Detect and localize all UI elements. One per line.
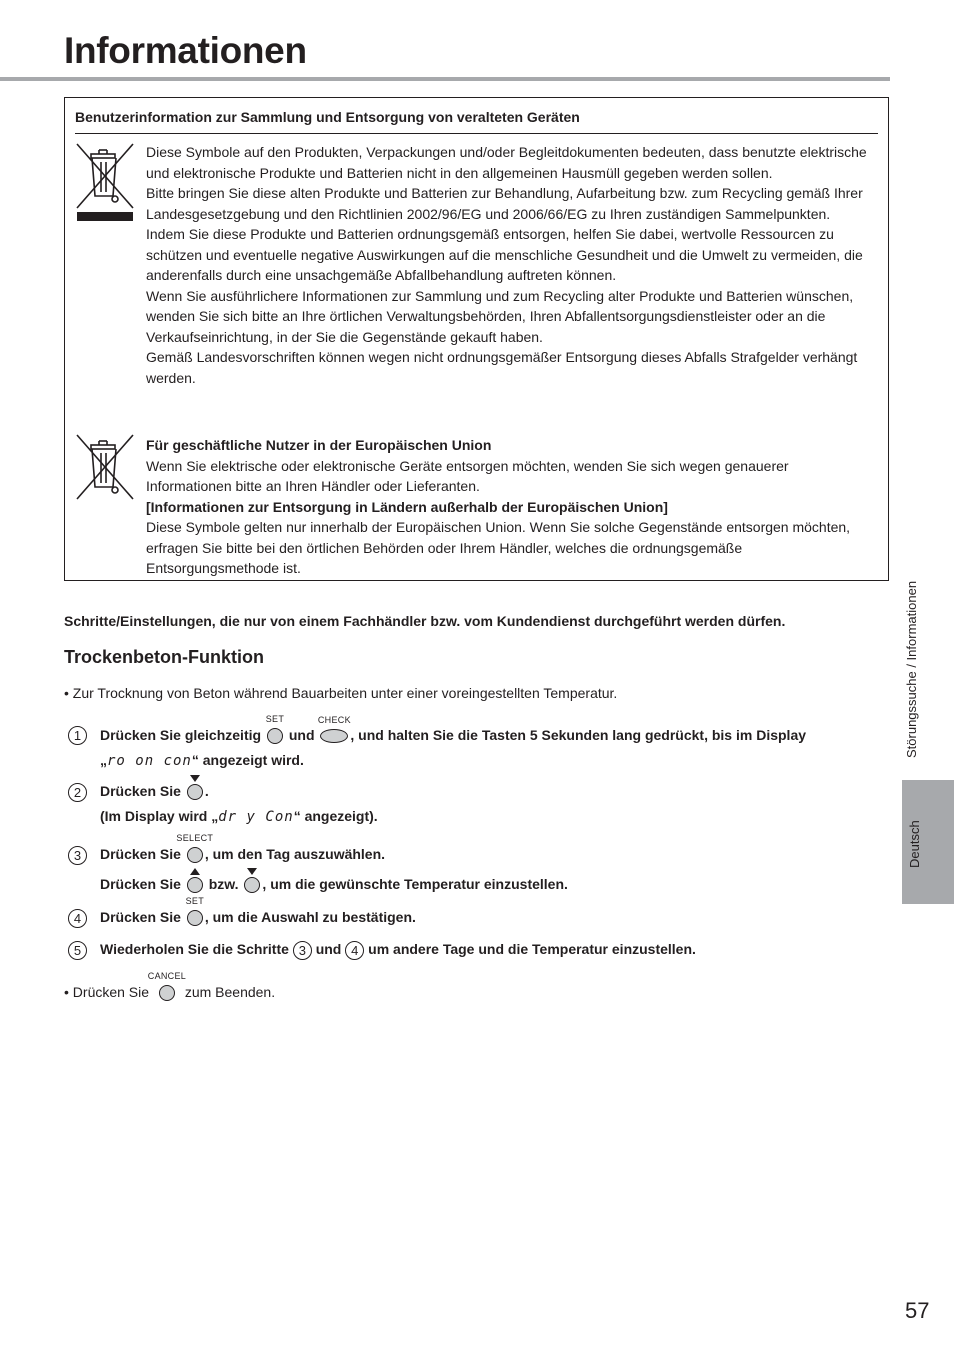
- set-button[interactable]: [265, 714, 285, 744]
- language-tab-label: Deutsch: [907, 820, 922, 868]
- down-arrow-icon: [247, 868, 257, 875]
- step-text: .: [204, 783, 209, 799]
- set-button-circle: [187, 910, 203, 926]
- step-text: Drücken Sie: [100, 846, 181, 862]
- cancel-button[interactable]: [147, 971, 187, 1001]
- box-heading: Benutzerinformation zur Sammlung und Entsorgung von veralteten Geräten: [75, 109, 580, 125]
- step-1-continued: [100, 752, 304, 769]
- step-text: , um den Tag auszuwählen.: [204, 846, 386, 862]
- crossed-bin-icon: [75, 433, 135, 501]
- down-button-circle: [187, 784, 203, 800]
- step-text: , um die gewünschte Temperatur einzustellen.: [262, 876, 568, 892]
- select-button[interactable]: [176, 833, 214, 863]
- section-title: Trockenbeton-Funktion: [64, 647, 264, 667]
- down-arrow-icon: [190, 775, 200, 782]
- down-button[interactable]: [244, 877, 260, 893]
- paragraph: Diese Symbole gelten nur innerhalb der Europäischen Union. Wenn Sie solche Gegenstände entsorgen möchten, erfragen Sie bitte bei den örtlichen Behörden oder Ihrem Händler, welches die ordnungsgemäße Entsorgungsmethode ist.: [146, 519, 851, 576]
- step-number: 3: [68, 846, 87, 865]
- check-button-oval: [320, 729, 348, 743]
- paragraph: Indem Sie diese Produkte und Batterien ordnungsgemäß entsorgen, helfen Sie dabei, wertvolle Ressourcen zu schützen und eventuelle negative Auswirkungen auf die menschliche Gesundheit und die Umwelt zu vermeiden, die anderenfalls durch eine unsachgemäße Abfallbehandlung auftreten können.: [146, 226, 863, 283]
- section-intro: • Zur Trocknung von Beton während Bauarbeiten unter einer voreingestellten Temperatur.: [64, 685, 618, 701]
- step-text: Drücken Sie: [100, 783, 181, 799]
- button-label: CHECK: [317, 715, 351, 726]
- display-readout: ro on con: [107, 753, 192, 769]
- step-text: und: [288, 727, 315, 743]
- step-1: [100, 714, 807, 744]
- step-3: [100, 833, 386, 863]
- paragraph: Diese Symbole auf den Produkten, Verpackungen und/oder Begleitdokumenten bedeuten, dass benutzte elektrische und elektronische Produkte und Batterien nicht in den allgemeinen Hausmüll gegeben werden sollen.: [146, 144, 867, 181]
- step-number: 2: [68, 783, 87, 802]
- display-readout: dr y Con: [218, 809, 294, 825]
- step-number: 5: [68, 941, 87, 960]
- paragraph: Wenn Sie elektrische oder elektronische Geräte entsorgen möchten, wenden Sie sich wegen genauerer Informationen bitte an Ihren Händler oder Lieferanten.: [146, 457, 789, 494]
- step-text: Drücken Sie: [100, 876, 181, 892]
- step-text: Drücken Sie gleichzeitig: [100, 727, 262, 743]
- button-label: SET: [185, 896, 205, 907]
- step-text: “ angezeigt wird.: [191, 752, 304, 768]
- business-heading: Für geschäftliche Nutzer in der Europäischen Union: [146, 437, 492, 453]
- step-2-continued: [100, 808, 378, 825]
- set-button[interactable]: [185, 896, 205, 926]
- step-text: Drücken Sie: [100, 909, 181, 925]
- step-text: (Im Display wird „: [100, 808, 219, 824]
- step-5: [100, 941, 696, 960]
- paragraph: Bitte bringen Sie diese alten Produkte und Batterien zur Behandlung, Aufarbeitung bzw. zum Recycling gemäß Ihrer Landesgesetzgebung und den Richtlinien 2002/96/EG und 2006/66/EG zu Ihren zuständigen Sammelpunkten.: [146, 185, 863, 222]
- crossed-bin-bar-icon: [75, 142, 135, 224]
- step-number: 4: [68, 909, 87, 928]
- outside-eu-heading: [Informationen zur Entsorgung in Ländern außerhalb der Europäischen Union]: [146, 498, 668, 515]
- page-title: Informationen: [64, 30, 307, 71]
- end-text: • Drücken Sie: [64, 984, 150, 1000]
- step-3-continued: [100, 876, 568, 893]
- button-label: CANCEL: [147, 971, 187, 982]
- paragraph: Wenn Sie ausführlichere Informationen zur Sammlung und zum Recycling alter Produkte und Batterien wünschen, wenden Sie sich bitte an Ihre örtlichen Verwaltungsbehörden, Ihren Abfallentsorgungsdienstleister oder an die Verkaufseinrichtung, in der Sie die Gegenstände gekauft haben.: [146, 287, 854, 345]
- button-label: SET: [265, 714, 285, 725]
- down-button[interactable]: [187, 784, 203, 800]
- down-button-circle: [244, 877, 260, 893]
- step-text: um andere Tage und die Temperatur einzustellen.: [368, 941, 696, 958]
- disposal-info-box: [64, 97, 889, 581]
- step-reference: 3: [293, 941, 312, 960]
- title-rule: [0, 77, 890, 81]
- step-text: Wiederholen Sie die Schritte: [100, 941, 289, 958]
- page-number: 57: [905, 1298, 930, 1323]
- dealer-note: Schritte/Einstellungen, die nur von einem Fachhändler bzw. vom Kundendienst durchgeführt werden dürfen.: [64, 613, 786, 629]
- check-button[interactable]: [317, 715, 351, 743]
- step-reference: 4: [345, 941, 364, 960]
- step-text: , um die Auswahl zu bestätigen.: [204, 909, 416, 925]
- box-divider: [75, 133, 878, 134]
- step-4: [100, 896, 416, 926]
- business-text: [146, 435, 876, 579]
- select-button-circle: [187, 847, 203, 863]
- up-button-circle: [187, 877, 203, 893]
- step-text: und: [315, 941, 342, 958]
- button-label: SELECT: [176, 833, 214, 844]
- step-number: 1: [68, 726, 87, 745]
- end-note: [64, 971, 276, 1001]
- end-text: zum Beenden.: [184, 984, 276, 1000]
- set-button-circle: [267, 728, 283, 744]
- step-text: “ angezeigt).: [293, 808, 378, 824]
- paragraph: Gemäß Landesvorschriften können wegen nicht ordnungsgemäßer Entsorgung dieses Abfalls Strafgelder verhängt werden.: [146, 349, 858, 386]
- step-text: „: [100, 752, 107, 768]
- up-arrow-icon: [190, 868, 200, 875]
- cancel-button-circle: [159, 985, 175, 1001]
- step-2: [100, 783, 209, 800]
- disposal-text: [146, 142, 876, 388]
- step-text: bzw.: [208, 876, 239, 892]
- up-button[interactable]: [187, 877, 203, 893]
- section-path: Störungssuche / Informationen: [904, 580, 919, 758]
- step-text: , und halten Sie die Tasten 5 Sekunden lang gedrückt, bis im Display: [350, 727, 807, 743]
